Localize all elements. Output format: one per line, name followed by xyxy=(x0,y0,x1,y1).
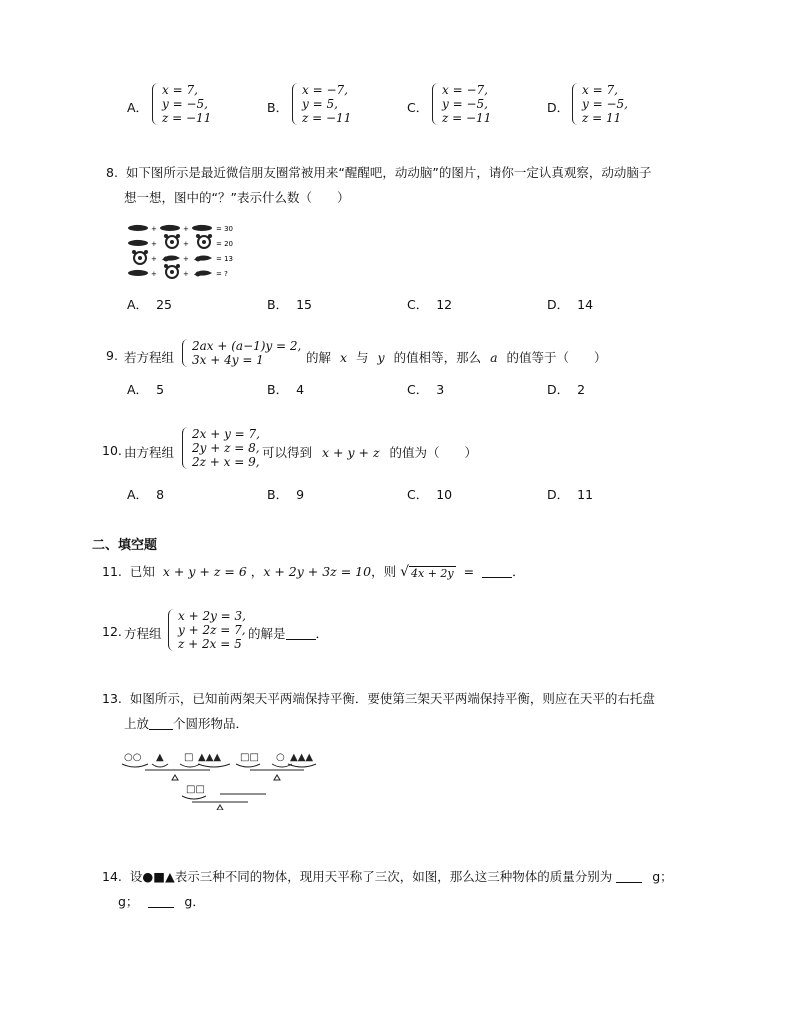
brace-icon xyxy=(572,83,580,125)
q13-balance-figure xyxy=(120,744,330,810)
brace-icon xyxy=(432,83,440,125)
q12-prefix: 方程组 xyxy=(124,626,162,641)
q9-option-b: B． 4 xyxy=(267,382,305,397)
svg-text:+: + xyxy=(183,270,189,278)
whistle-icon xyxy=(162,256,180,262)
q7-option-b-letter: B． xyxy=(267,100,289,115)
puzzle-row-4-result: = ? xyxy=(216,270,228,278)
q10-prefix: 由方程组 xyxy=(124,445,175,460)
q9-prefix: 若方程组 xyxy=(124,350,175,365)
q8-option-c: C． 12 xyxy=(407,297,453,312)
q10-option-a: A． 8 xyxy=(127,487,165,502)
q9-suffix: 的解 x 与 y 的值相等，那么 a 的值等于（ ） xyxy=(306,350,607,365)
brace-icon xyxy=(292,83,300,125)
sqrt-expression: √ 4x + 2y xyxy=(400,564,454,580)
q8-option-a: A． 25 xyxy=(127,297,172,312)
q10-system: 2x + y = 7, 2y + z = 8, 2z + x = 9, xyxy=(182,427,260,469)
puzzle-row-3-result: = 13 xyxy=(216,255,233,263)
q10-option-d: D． 11 xyxy=(547,487,594,502)
q11: 11. 已知 x + y + z = 6 ，x + 2y + 3z = 10，则 √ 4x + 2y = ． xyxy=(102,564,525,580)
alarm-clock-icon xyxy=(164,264,180,278)
q13-answer-blank[interactable] xyxy=(149,717,173,730)
svg-text:+: + xyxy=(183,255,189,263)
q7-option-b-system: x = −7, y = 5, z = −11 xyxy=(292,83,351,125)
whistle-icon xyxy=(194,271,212,277)
q8-line2: 想一想，图中的“？”表示什么数（ ） xyxy=(124,190,350,205)
q9-system: 2ax + (a−1)y = 2, 3x + 4y = 1 xyxy=(182,339,301,367)
q9-option-d: D． 2 xyxy=(547,382,586,397)
q7-option-a-letter: A． xyxy=(127,100,149,115)
q13-line2: 上放 个圆形物品． xyxy=(124,716,249,731)
q9-option-c: C． 3 xyxy=(407,382,445,397)
brace-icon xyxy=(152,83,160,125)
triangles-icon: ▲▲▲ xyxy=(290,752,314,763)
shoe-icon xyxy=(192,225,212,231)
brace-icon xyxy=(168,609,176,651)
q7-option-d-letter: D． xyxy=(547,100,570,115)
q14-line2: g； g． xyxy=(118,894,205,909)
shoe-icon xyxy=(128,240,148,246)
q7-option-d-system: x = 7, y = −5, z = 11 xyxy=(572,83,628,125)
svg-text:+: + xyxy=(183,240,189,248)
brace-icon xyxy=(182,339,190,367)
q12-answer-blank[interactable] xyxy=(286,627,316,640)
shoe-icon xyxy=(160,225,180,231)
alarm-clock-icon xyxy=(196,234,212,248)
q13-line1: 13. 如图所示，已知前两架天平两端保持平衡．要使第三架天平两端保持平衡，则应在天平的右托盘 xyxy=(102,691,655,706)
q8-option-b: B． 15 xyxy=(267,297,312,312)
svg-text:+: + xyxy=(183,225,189,233)
circle-icon: ○ xyxy=(276,752,285,763)
q9-number: 9. xyxy=(106,348,118,363)
q10-number: 10. xyxy=(102,443,122,458)
q7-option-c-system: x = −7, y = −5, z = −11 xyxy=(432,83,491,125)
triangles-icon: ▲▲▲ xyxy=(198,752,222,763)
q12-system: x + 2y = 3, y + 2z = 7, z + 2x = 5 xyxy=(168,609,246,651)
q14-answer-blank-1[interactable] xyxy=(616,870,642,883)
q10-option-c: C． 10 xyxy=(407,487,453,502)
alarm-clock-icon xyxy=(132,250,148,264)
svg-text:+: + xyxy=(151,225,157,233)
q8-puzzle-figure xyxy=(126,220,266,284)
q12-suffix: 的解是 ． xyxy=(248,626,329,641)
svg-text:+: + xyxy=(151,240,157,248)
puzzle-row-2-result: = 20 xyxy=(216,240,233,248)
shoe-icon xyxy=(128,225,148,231)
square-icon: □ xyxy=(184,752,194,763)
whistle-icon xyxy=(194,256,212,262)
triangle-icon: ▲ xyxy=(156,752,164,763)
q11-answer-blank[interactable] xyxy=(482,565,512,578)
circles-icon: ○○ xyxy=(124,752,142,763)
squares-icon: □□ xyxy=(240,752,259,763)
puzzle-row-1-result: = 30 xyxy=(216,225,233,233)
q9-option-a: A． 5 xyxy=(127,382,165,397)
q8-option-d: D． 14 xyxy=(547,297,594,312)
squares-icon: □□ xyxy=(186,784,205,795)
svg-text:+: + xyxy=(151,270,157,278)
section-title-fill-in: 二、填空题 xyxy=(92,538,158,553)
q14-line1: 14. 设●■▲表示三种不同的物体，现用天平称了三次，如图，那么这三种物体的质量分别为 g； xyxy=(102,869,673,884)
q10-suffix: 可以得到 x + y + z 的值为（ ） xyxy=(262,445,478,460)
svg-text:+: + xyxy=(151,255,157,263)
q10-option-b: B． 9 xyxy=(267,487,305,502)
alarm-clock-icon xyxy=(164,234,180,248)
q7-option-a-system: x = 7, y = −5, z = −11 xyxy=(152,83,211,125)
q7-option-c-letter: C． xyxy=(407,100,429,115)
brace-icon xyxy=(182,427,190,469)
q8-line1: 8. 如下图所示是最近微信朋友圈常被用来“醒醒吧，动动脑”的图片，请你一定认真观察，动动脑子 xyxy=(106,165,652,180)
shoe-icon xyxy=(128,270,148,276)
q12-number: 12. xyxy=(102,624,122,639)
q14-answer-blank-3[interactable] xyxy=(148,895,174,908)
